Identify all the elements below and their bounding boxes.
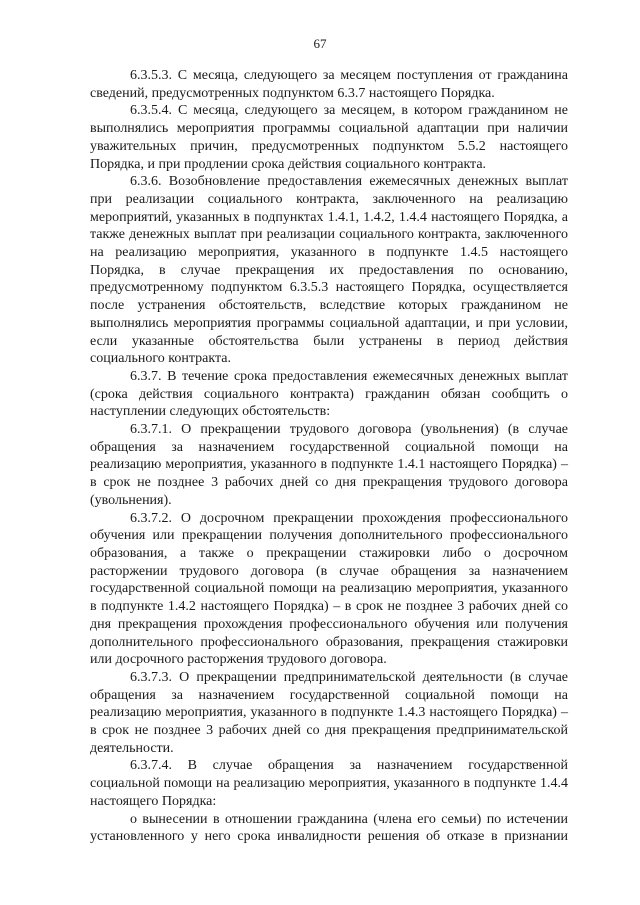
- clause-6-3-7-2: 6.3.7.2. О досрочном прекращении прохождения профессионального обучения или прекращении получения дополнительного профессионального образования, а также о прекращении стажировки либо о досрочном расторжении трудового договора (в случае обращения за назначением государственной социальной помощи на реализацию мероприятия, указанного в подпункте 1.4.2 настоящего Порядка) – в срок не позднее 3 рабочих дней со дня прекращения прохождения профессионального обучения или получения дополнительного профессионального образования, прекращения стажировки или досрочного расторжения трудового договора.: [90, 510, 568, 668]
- document-body: [90, 67, 568, 846]
- clause-6-3-5-3: 6.3.5.3. С месяца, следующего за месяцем поступления от гражданина сведений, предусмотренных подпунктом 6.3.7 настоящего Порядка.: [90, 68, 568, 101]
- clause-6-3-7-4-item-continuation: о вынесении в отношении гражданина (члена его семьи) по истечении установленного у него срока инвалидности решения об отказе в признании: [90, 811, 568, 845]
- clause-6-3-7-1: 6.3.7.1. О прекращении трудового договора (увольнения) (в случае обращения за назначением государственной социальной помощи на реализацию мероприятия, указанного в подпункте 1.4.1 настоящего Порядка) – в срок не позднее 3 рабочих дней со дня прекращения трудового договора (увольнения).: [90, 422, 568, 508]
- clause-6-3-7-4: 6.3.7.4. В случае обращения за назначением государственной социальной помощи на реализацию мероприятия, указанного в подпункте 1.4.4 настоящего Порядка:: [90, 758, 568, 809]
- clause-6-3-6: 6.3.6. Возобновление предоставления ежемесячных денежных выплат при реализации социального контракта, заключенного на реализацию мероприятий, указанных в подпунктах 1.4.1, 1.4.2, 1.4.4 настоящего Порядка, а также денежных выплат при реализации социального контракта, заключенного на реализацию мероприятия, указанного в подпункте 1.4.5 настоящего Порядка, в случае прекращения их предоставления по основанию, предусмотренному подпунктом 6.3.5.3 настоящего Порядка, осуществляется после устранения обстоятельств, вследствие которых гражданином не выполнялись мероприятия программы социальной адаптации, и при условии, если указанные обстоятельства были устранены в период действия социального контракта.: [90, 174, 568, 367]
- clause-6-3-5-4: 6.3.5.4. С месяца, следующего за месяцем, в котором гражданином не выполнялись мероприятия программы социальной адаптации при наличии уважительных причин, предусмотренных подпунктом 5.5.2 настоящего Порядка, и при продлении срока действия социального контракта.: [90, 103, 568, 172]
- page-number: 67: [313, 36, 327, 51]
- clause-6-3-7: 6.3.7. В течение срока предоставления ежемесячных денежных выплат (срока действия социального контракта) гражданин обязан сообщить о наступлении следующих обстоятельств:: [90, 368, 568, 420]
- clause-6-3-7-3: 6.3.7.3. О прекращении предпринимательской деятельности (в случае обращения за назначением государственной социальной помощи на реализацию мероприятия, указанного в подпункте 1.4.3 настоящего Порядка) – в срок не позднее 3 рабочих дней со дня прекращения предпринимательской деятельности.: [90, 669, 568, 756]
